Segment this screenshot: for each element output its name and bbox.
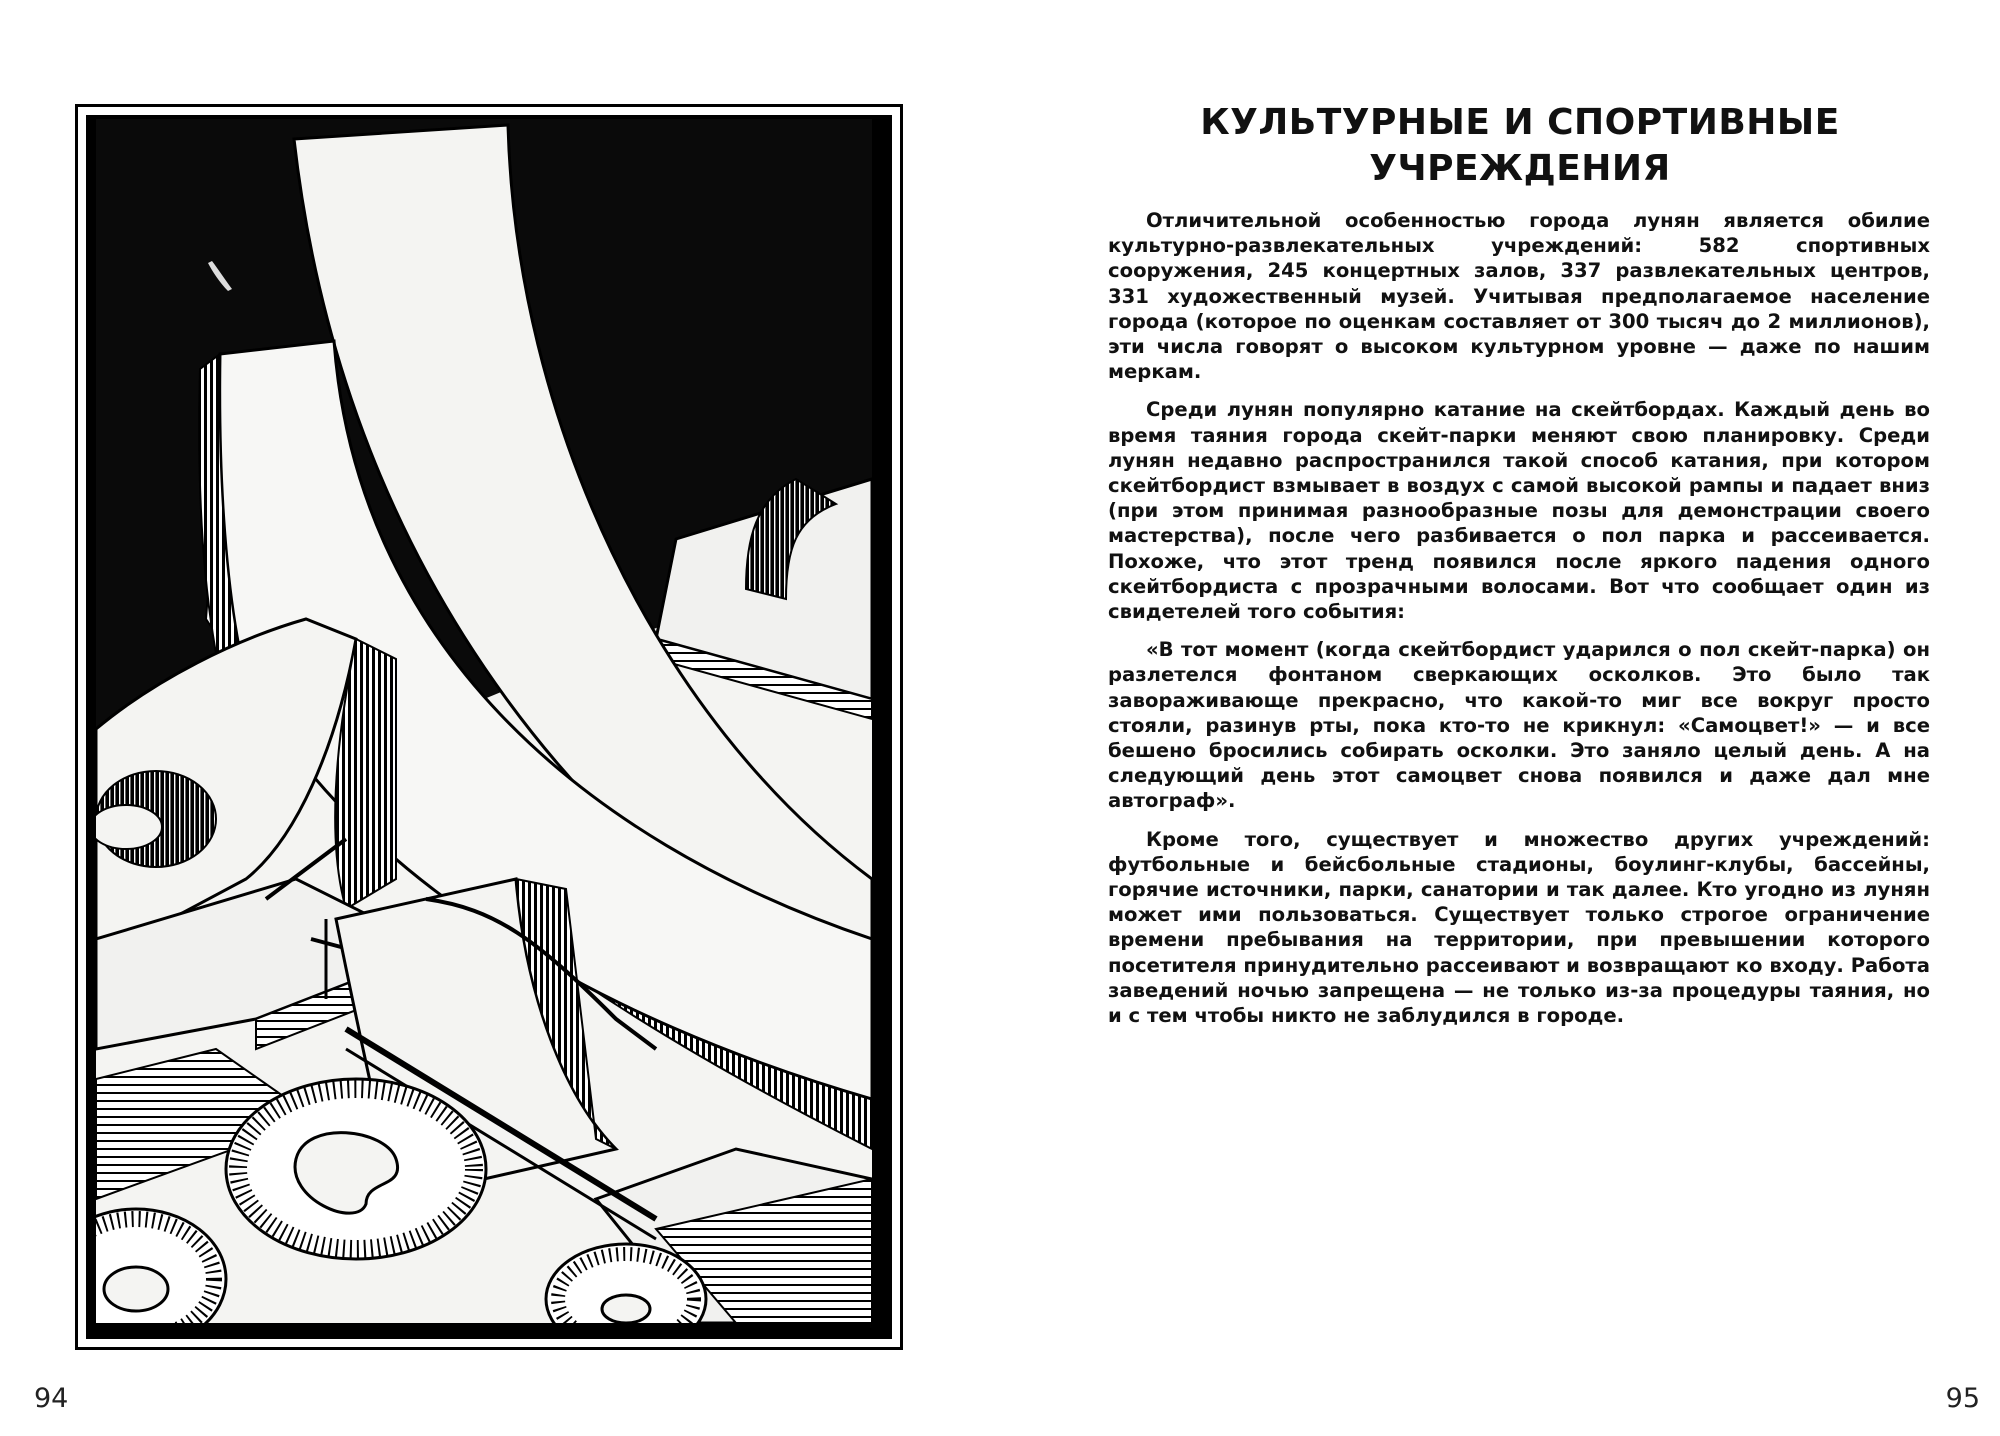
bowl-large bbox=[226, 1079, 486, 1259]
heading-line-1: КУЛЬТУРНЫЕ И СПОРТИВНЫЕ bbox=[1200, 102, 1840, 143]
page-number-left: 94 bbox=[34, 1383, 69, 1414]
skatepark-illustration bbox=[96, 119, 872, 1323]
chapter-heading bbox=[1110, 100, 1930, 192]
illustration-frame bbox=[75, 104, 903, 1350]
heading-line-2: УЧРЕЖДЕНИЯ bbox=[1369, 148, 1671, 189]
paragraph-3-quote: «В тот момент (когда скейтбордист ударился о пол скейт-парка) он разлетелся фонтаном сверкающих осколков. Это было так завораживающе прекрасно, что какой-то миг все вокруг просто стояли, разинув рты, пока кто-то не крикнул: «Самоцвет!» — и все бешено бросились собирать осколки. Это заняло целый день. А на следующий день этот самоцвет снова появился и даже дал мне автограф». bbox=[1108, 638, 1930, 813]
paragraph-2: Среди лунян популярно катание на скейтбордах. Каждый день во время таяния города скейт-парки меняют свою планировку. Среди лунян недавно распространился такой способ катания, при котором скейтбордист взмывает в воздух с самой высокой рампы и падает вниз (при этом принимая разнообразные позы для демонстрации своего мастерства), после чего разбивается о пол парка и рассеивается. Похоже, что этот тренд появился после яркого падения одного скейтбордиста с прозрачными волосами. Вот что сообщает один из свидетелей того события: bbox=[1108, 398, 1930, 624]
paragraph-4: Кроме того, существует и множество других учреждений: футбольные и бейсбольные стадионы, боулинг-клубы, бассейны, горячие источники, парки, санатории и так далее. Кто угодно из лунян может ими пользоваться. Существует только строгое ограничение времени пребывания на территории, при превышении которого посетителя принудительно рассеивают и возвращают ко входу. Работа заведений ночью запрещена — не только из-за процедуры таяния, но и с тем чтобы никто не заблудился в городе. bbox=[1108, 827, 1930, 1028]
body-text bbox=[1108, 208, 1930, 1041]
paragraph-1: Отличительной особенностью города лунян является обилие культурно-развлекательных учреждений: 582 спортивных сооружения, 245 концертных залов, 337 развлекательных центров, 331 художественный музей. Учитывая предполагаемое население города (которое по оценкам составляет от 300 тысяч до 2 миллионов), эти числа говорят о высоком культурном уровне — даже по нашим меркам. bbox=[1108, 209, 1930, 384]
page-number-right: 95 bbox=[1945, 1383, 1980, 1414]
